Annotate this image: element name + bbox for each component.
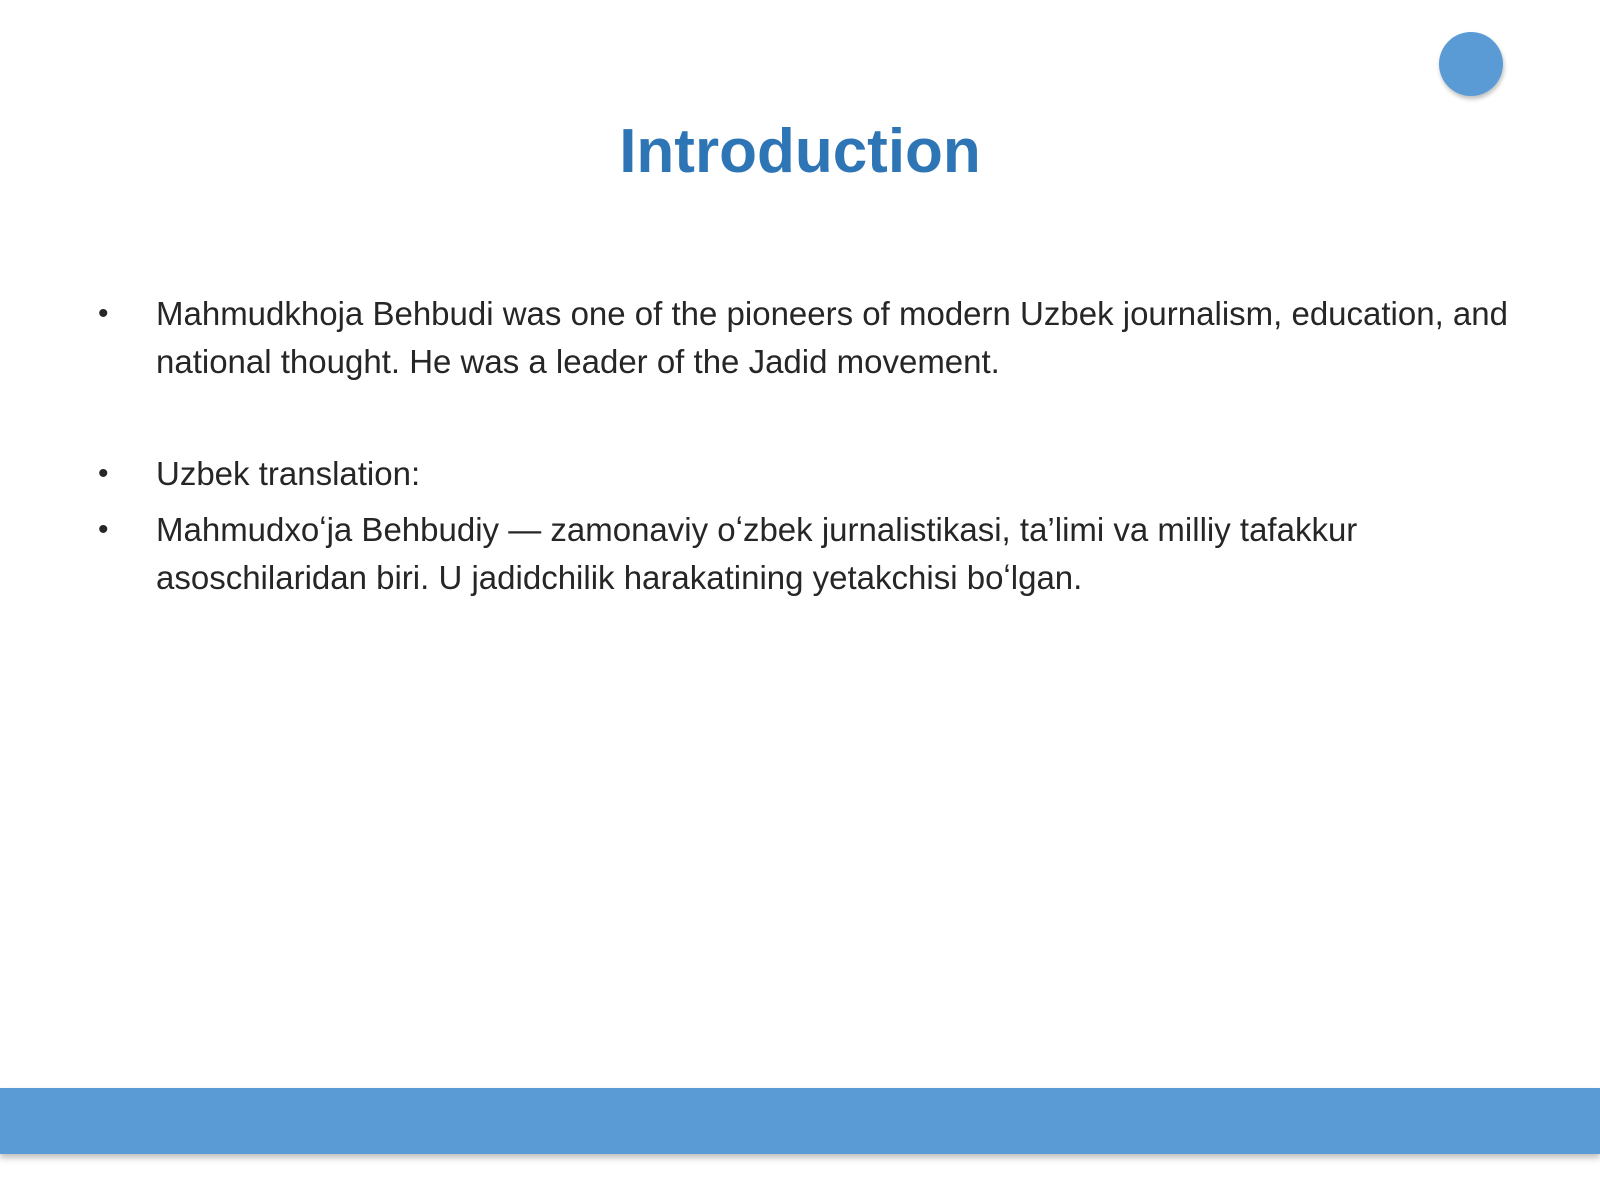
bullet-icon: • [98, 297, 109, 330]
slide-title: Introduction [619, 117, 981, 186]
decorative-circle [1439, 32, 1503, 96]
bullet-item [90, 450, 1510, 498]
bullet-text: Mahmudxoʻja Behbudiy — zamonaviy oʻzbek jurnalistikasi, ta’limi va milliy tafakkur asoschilaridan biri. U jadidchilik harakatining yetakchisi boʻlgan. [156, 511, 1358, 596]
bullet-item [90, 506, 1510, 602]
bullet-text: Mahmudkhoja Behbudi was one of the pioneers of modern Uzbek journalism, education, and national thought. He was a leader of the Jadid movement. [156, 295, 1508, 380]
footer-bar [0, 1088, 1600, 1154]
bullet-text: Uzbek translation: [156, 455, 421, 492]
bullet-list [90, 290, 1510, 602]
bullet-icon: • [98, 457, 109, 490]
bullet-icon: • [98, 513, 109, 546]
bullet-item [90, 290, 1510, 386]
